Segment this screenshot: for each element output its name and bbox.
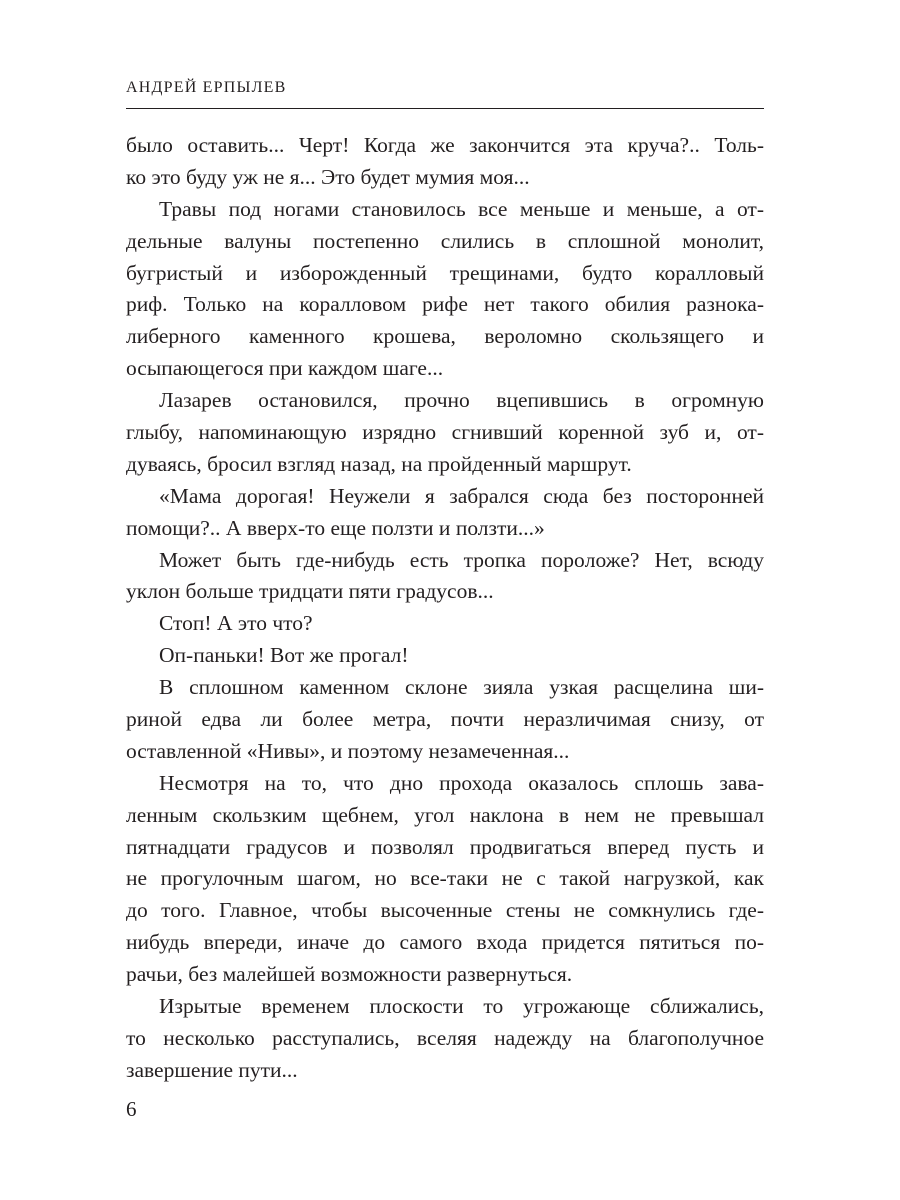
text-line: до того. Главное, чтобы высоченные стены не сомкнулись где- — [126, 898, 764, 923]
text-line: Оп-паньки! Вот же прогал! — [159, 643, 409, 668]
text-line: риной едва ли более метра, почти неразличимая снизу, от — [126, 707, 764, 732]
text-line: ленным скользким щебнем, угол наклона в нем не превышал — [126, 802, 764, 827]
text-line: Может быть где-нибудь есть тропка пopoложе? Нет, всюду — [159, 547, 764, 572]
text-line: Травы под ногами становилось все меньше и меньше, а от- — [159, 196, 764, 221]
text-line: либерного каменного крошева, вероломно скользящего и — [126, 324, 764, 349]
text-line: рачьи, без малейшей возможности развернуться. — [126, 962, 573, 987]
text-line: было оставить... Черт! Когда же закончится эта круча?.. Толь- — [126, 133, 764, 157]
text-line: бугристый и изборожденный трещинами, будто коралловый — [126, 260, 764, 285]
text-line: пятнадцати градусов и позволял продвигаться вперед пусть и — [126, 834, 764, 859]
text-line: глыбу, напоминающую изрядно сгнивший коренной зуб и, от- — [126, 420, 764, 445]
header-rule — [126, 108, 764, 109]
text-line: Изрытые временем плоскости то угрожающе сближались, — [159, 994, 764, 1019]
text-line: завершение пути... — [126, 1057, 298, 1082]
text-line: дельные валуны постепенно слились в сплошной монолит, — [126, 228, 764, 253]
text-line: «Мама дорогая! Неужели я забрался сюда без посторонней — [159, 483, 764, 508]
text-line: осыпающегося при каждом шаге... — [126, 356, 444, 381]
text-line: Несмотря на то, что дно прохода оказалось сплошь зава- — [159, 770, 764, 795]
text-line: оставленной «Нивы», и поэтому незамеченная... — [126, 738, 570, 763]
text-line: Лазарев остановился, прочно вцепившись в огромную — [159, 388, 764, 413]
running-head-author: АНДРЕЙ ЕРПЫЛЕВ — [126, 79, 287, 96]
text-line: помощи?.. А вверх-то еще ползти и ползти...» — [126, 515, 545, 540]
body-text — [126, 130, 764, 1087]
text-line: дуваясь, бросил взгляд назад, на пройденный маршрут. — [126, 451, 632, 476]
text-line: ко это буду уж не я... Это будет мумия моя... — [126, 164, 530, 189]
text-line: не прогулочным шагом, но все-таки не с такой нагрузкой, как — [126, 866, 764, 891]
text-line: В сплошном каменном склоне зияла узкая расщелина ши- — [159, 675, 764, 700]
text-line: нибудь впереди, иначе до самого входа придется пятиться по- — [126, 930, 764, 955]
text-line: уклон больше тридцати пяти градусов... — [126, 579, 494, 604]
page-number: 6 — [126, 1097, 137, 1121]
text-line: то несколько расступались, вселяя надежду на благополучное — [126, 1025, 764, 1050]
text-line: Стоп! А это что? — [159, 611, 313, 636]
text-line: риф. Только на коралловом рифе нет такого обилия разнока- — [126, 292, 764, 317]
